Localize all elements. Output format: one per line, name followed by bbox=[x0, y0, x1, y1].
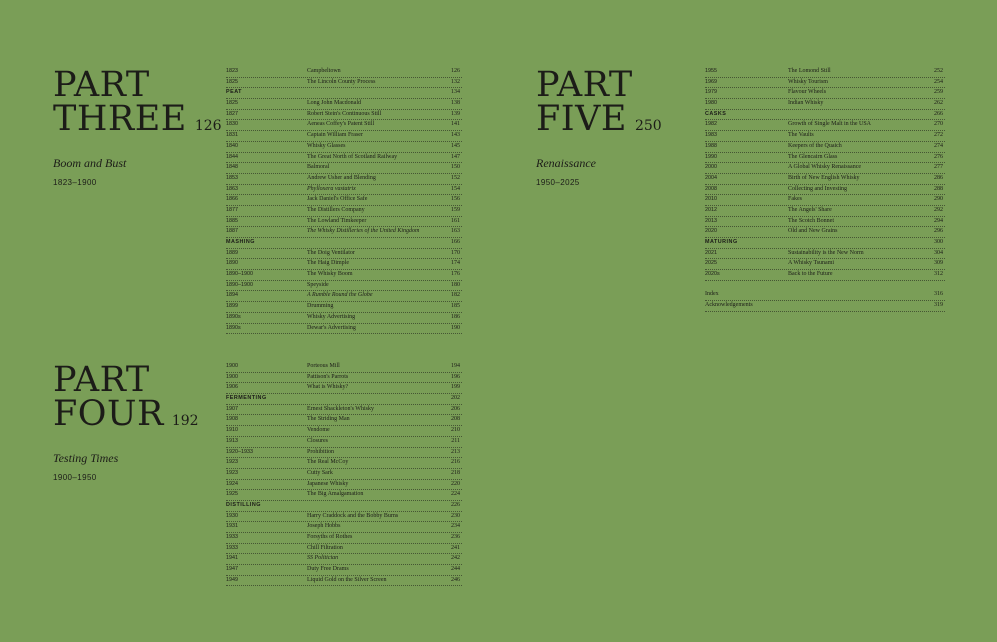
toc-entry-row bbox=[226, 383, 462, 394]
entry-title: Growth of Single Malt in the USA bbox=[788, 121, 871, 128]
back-matter-page: 316 bbox=[934, 291, 943, 298]
entry-page: 270 bbox=[934, 121, 943, 128]
toc-entry-row bbox=[226, 259, 462, 270]
toc-entry-row bbox=[705, 206, 945, 217]
entry-page: 211 bbox=[451, 437, 460, 444]
entry-year: 1990 bbox=[705, 153, 717, 160]
entry-title: The Whisky Boom bbox=[307, 271, 353, 278]
toc-entry-row bbox=[705, 174, 945, 185]
entry-year: 1910 bbox=[226, 427, 238, 434]
entry-title: The Angels' Share bbox=[788, 206, 832, 213]
entry-page: 252 bbox=[934, 68, 943, 74]
entry-year: 1900 bbox=[226, 373, 238, 380]
entry-title: Drumming bbox=[307, 303, 334, 310]
entry-year: 1924 bbox=[226, 480, 238, 487]
toc-entry-row bbox=[226, 67, 462, 78]
entry-page: 126 bbox=[451, 68, 460, 74]
toc-section-row bbox=[226, 394, 462, 405]
entry-title: Dewar's Advertising bbox=[307, 324, 356, 331]
entry-title: The Lincoln County Process bbox=[307, 78, 376, 85]
entry-title: Flavour Wheels bbox=[788, 89, 827, 96]
toc-entry-row bbox=[226, 270, 462, 281]
toc-entry-row bbox=[226, 373, 462, 384]
entry-year: 1969 bbox=[705, 78, 717, 85]
part-label: PART bbox=[53, 360, 150, 400]
entry-title: Pattison's Parrots bbox=[307, 373, 349, 380]
entry-page: 156 bbox=[451, 196, 460, 203]
entry-page: 300 bbox=[934, 239, 943, 245]
entry-year: 1933 bbox=[226, 534, 238, 540]
entry-page: 276 bbox=[934, 153, 943, 160]
entry-title: Forsyths of Rothes bbox=[307, 534, 353, 540]
entry-year: 1877 bbox=[226, 206, 238, 213]
entry-title: Long John Macdonald bbox=[307, 100, 361, 107]
toc-entry-row bbox=[226, 153, 462, 164]
toc-entry-row bbox=[705, 78, 945, 89]
entry-page: 312 bbox=[934, 271, 943, 278]
entry-page: 210 bbox=[451, 427, 460, 434]
entry-page: 174 bbox=[451, 260, 460, 267]
entry-page: 145 bbox=[451, 142, 460, 149]
back-matter-title: Index bbox=[705, 291, 719, 298]
entry-page: 185 bbox=[451, 303, 460, 310]
entry-year: 2020s bbox=[705, 271, 720, 278]
entry-page: 236 bbox=[451, 534, 460, 540]
toc-entry-row bbox=[705, 88, 945, 99]
entry-title: A Whisky Tsunami bbox=[788, 260, 835, 267]
toc-section-row bbox=[226, 501, 462, 512]
entry-year: 1941 bbox=[226, 555, 238, 562]
entry-page: 230 bbox=[451, 512, 460, 519]
toc-part-three bbox=[226, 67, 462, 334]
entry-title: What is Whisky? bbox=[307, 384, 349, 391]
entry-title: Indian Whisky bbox=[788, 100, 824, 107]
toc-entry-row bbox=[226, 120, 462, 131]
toc-entry-row bbox=[226, 448, 462, 459]
entry-year: 1979 bbox=[705, 89, 717, 96]
entry-title: Harry Craddock and the Bobby Burns bbox=[307, 512, 399, 519]
entry-year: 1988 bbox=[705, 142, 717, 149]
entry-title: Cutty Sark bbox=[307, 469, 333, 476]
toc-entry-row bbox=[226, 78, 462, 89]
entry-title: Back to the Future bbox=[788, 271, 833, 278]
part-years: 1950–2025 bbox=[536, 178, 580, 187]
entry-year: 1827 bbox=[226, 110, 238, 117]
toc-section-row bbox=[226, 238, 462, 249]
toc-entry-row bbox=[226, 362, 462, 373]
toc-entry-row bbox=[705, 120, 945, 131]
entry-title: Vendome bbox=[307, 427, 330, 434]
entry-title: The Lowland Timkeeper bbox=[307, 217, 367, 224]
entry-year: 1887 bbox=[226, 228, 238, 235]
entry-page: 154 bbox=[451, 185, 460, 192]
entry-page: 304 bbox=[934, 249, 943, 256]
toc-entry-row bbox=[226, 206, 462, 217]
part-start-page: 250 bbox=[634, 118, 662, 134]
entry-year: 1908 bbox=[226, 416, 238, 423]
entry-page: 170 bbox=[451, 249, 460, 256]
entry-title: Phylloxera vastatrix bbox=[307, 185, 356, 192]
entry-page: 143 bbox=[451, 132, 460, 139]
entry-page: 190 bbox=[451, 324, 460, 331]
entry-page: 194 bbox=[451, 363, 460, 369]
entry-page: 182 bbox=[451, 292, 460, 299]
part-number-word: FIVE bbox=[536, 99, 627, 139]
entry-title: Liquid Gold on the Silver Screen bbox=[307, 576, 387, 583]
entry-year: 2000 bbox=[705, 164, 717, 171]
entry-page: 141 bbox=[451, 121, 460, 128]
entry-page: 242 bbox=[451, 555, 460, 562]
toc-entry-row bbox=[705, 185, 945, 196]
entry-title: Whisky Glasses bbox=[307, 142, 346, 149]
entry-title: The Distillers Company bbox=[307, 206, 365, 213]
entry-year: 1866 bbox=[226, 196, 238, 203]
entry-page: 234 bbox=[451, 523, 460, 530]
entry-page: 272 bbox=[934, 132, 943, 139]
entry-title: Collecting and Investing bbox=[788, 185, 847, 192]
entry-page: 202 bbox=[451, 395, 460, 402]
entry-title: Duty Free Drams bbox=[307, 566, 349, 573]
entry-page: 208 bbox=[451, 416, 460, 423]
toc-section-row bbox=[705, 238, 945, 249]
toc-entry-row bbox=[226, 313, 462, 324]
entry-page: 132 bbox=[451, 78, 460, 85]
entry-title: Japanese Whisky bbox=[307, 480, 349, 487]
section-label: DISTILLING bbox=[226, 501, 261, 508]
entry-year: 1925 bbox=[226, 491, 238, 498]
entry-year: 1889 bbox=[226, 249, 238, 256]
entry-page: 176 bbox=[451, 271, 460, 278]
entry-year: 1923 bbox=[226, 459, 238, 466]
toc-entry-row bbox=[226, 163, 462, 174]
part-years: 1823–1900 bbox=[53, 178, 97, 187]
entry-title: Closures bbox=[307, 437, 328, 444]
toc-entry-row bbox=[705, 142, 945, 153]
entry-page: 150 bbox=[451, 164, 460, 171]
entry-page: 206 bbox=[451, 405, 460, 412]
toc-entry-row bbox=[226, 512, 462, 523]
back-matter-page: 319 bbox=[934, 302, 943, 309]
toc-entry-row bbox=[226, 544, 462, 555]
entry-page: 186 bbox=[451, 313, 460, 320]
entry-title: The Doig Ventilator bbox=[307, 249, 355, 256]
toc-part-four bbox=[226, 362, 462, 586]
entry-year: 1982 bbox=[705, 121, 717, 128]
entry-page: 163 bbox=[451, 228, 460, 235]
entry-title: Aeneas Coffey's Patent Still bbox=[307, 121, 375, 128]
toc-entry-row bbox=[226, 185, 462, 196]
entry-page: 199 bbox=[451, 384, 460, 391]
entry-page: 246 bbox=[451, 576, 460, 583]
toc-entry-row bbox=[226, 522, 462, 533]
entry-title: Campbeltown bbox=[307, 68, 341, 74]
toc-entry-row bbox=[226, 195, 462, 206]
part-subtitle: Boom and Bust bbox=[53, 156, 127, 170]
entry-year: 1930 bbox=[226, 512, 238, 519]
entry-year: 1890–1900 bbox=[226, 271, 253, 278]
entry-title: SS Politician bbox=[307, 555, 339, 562]
entry-page: 159 bbox=[451, 206, 460, 213]
entry-title: The Real McCoy bbox=[307, 459, 349, 466]
entry-year: 1830 bbox=[226, 121, 238, 128]
entry-year: 1913 bbox=[226, 437, 238, 444]
toc-entry-row bbox=[705, 99, 945, 110]
toc-entry-row bbox=[226, 480, 462, 491]
entry-page: 294 bbox=[934, 217, 943, 224]
entry-year: 1890 bbox=[226, 260, 238, 267]
entry-year: 2010 bbox=[705, 196, 717, 203]
entry-title: Old and New Grains bbox=[788, 228, 838, 235]
toc-entry-row bbox=[226, 324, 462, 335]
part-three-heading bbox=[53, 65, 228, 187]
toc-entry-row bbox=[705, 195, 945, 206]
entry-year: 1863 bbox=[226, 185, 238, 192]
entry-page: 262 bbox=[934, 100, 943, 107]
entry-page: 259 bbox=[934, 89, 943, 96]
entry-title: Balmoral bbox=[307, 164, 330, 171]
entry-title: Jack Daniel's Office Safe bbox=[307, 196, 368, 203]
entry-page: 286 bbox=[934, 174, 943, 181]
entry-title: A Global Whisky Renaissance bbox=[788, 164, 862, 171]
part-label: PART bbox=[536, 65, 633, 105]
toc-spacer bbox=[705, 281, 945, 291]
entry-year: 1949 bbox=[226, 576, 238, 583]
entry-title: The Haig Dimple bbox=[307, 260, 349, 267]
entry-year: 1840 bbox=[226, 142, 238, 149]
toc-entry-row bbox=[705, 217, 945, 228]
entry-page: 226 bbox=[451, 501, 460, 508]
entry-title: Sustainability is the New Norm bbox=[788, 249, 864, 256]
toc-entry-row bbox=[226, 554, 462, 565]
section-label: MASHING bbox=[226, 239, 255, 245]
entry-year: 1923 bbox=[226, 469, 238, 476]
entry-year: 1844 bbox=[226, 153, 238, 160]
entry-page: 266 bbox=[934, 110, 943, 117]
toc-entry-row bbox=[226, 565, 462, 576]
entry-year: 1906 bbox=[226, 384, 238, 391]
toc-section-row bbox=[226, 88, 462, 99]
entry-year: 2020 bbox=[705, 228, 717, 235]
entry-page: 166 bbox=[451, 239, 460, 245]
toc-entry-row bbox=[226, 131, 462, 142]
toc-entry-row bbox=[705, 153, 945, 164]
entry-page: 296 bbox=[934, 228, 943, 235]
entry-year: 1823 bbox=[226, 68, 238, 74]
entry-page: 244 bbox=[451, 566, 460, 573]
toc-entry-row bbox=[226, 302, 462, 313]
entry-title: Andrew Usher and Blending bbox=[307, 174, 376, 181]
toc-entry-row bbox=[705, 163, 945, 174]
toc-entry-row bbox=[226, 174, 462, 185]
entry-title: Prohibition bbox=[307, 448, 335, 455]
entry-page: 196 bbox=[451, 373, 460, 380]
entry-page: 254 bbox=[934, 78, 943, 85]
back-matter-title: Acknowledgements bbox=[705, 302, 753, 309]
toc-entry-row bbox=[226, 469, 462, 480]
toc-section-row bbox=[705, 110, 945, 121]
entry-year: 2013 bbox=[705, 217, 717, 224]
entry-title: Joseph Hobbs bbox=[307, 523, 341, 530]
entry-title: Fakes bbox=[788, 196, 802, 203]
part-subtitle: Testing Times bbox=[53, 451, 119, 465]
entry-page: 180 bbox=[451, 281, 460, 288]
entry-page: 224 bbox=[451, 491, 460, 498]
part-number-word: FOUR bbox=[53, 394, 164, 434]
entry-page: 138 bbox=[451, 100, 460, 107]
entry-year: 1885 bbox=[226, 217, 238, 224]
part-years: 1900–1950 bbox=[53, 473, 97, 482]
entry-title: Whisky Tourism bbox=[788, 78, 828, 85]
part-subtitle: Renaissance bbox=[536, 156, 596, 170]
entry-title: Chill Filtration bbox=[307, 544, 343, 551]
entry-title: The Scotch Bonnet bbox=[788, 217, 834, 224]
entry-title: Keepers of the Quaich bbox=[788, 142, 842, 149]
entry-year: 2025 bbox=[705, 260, 717, 267]
toc-entry-row bbox=[226, 458, 462, 469]
entry-title: The Lomond Still bbox=[788, 68, 831, 74]
toc-entry-row bbox=[226, 426, 462, 437]
toc-entry-row bbox=[226, 533, 462, 544]
toc-entry-row bbox=[226, 576, 462, 587]
toc-entry-row bbox=[705, 131, 945, 142]
entry-year: 1980 bbox=[705, 100, 717, 107]
entry-title: Robert Stein's Continuous Still bbox=[307, 110, 382, 117]
entry-page: 290 bbox=[934, 196, 943, 203]
part-start-page: 192 bbox=[171, 413, 199, 429]
entry-page: 134 bbox=[451, 89, 460, 96]
entry-title: The Whisky Distilleries of the United Kingdom bbox=[307, 228, 420, 235]
entry-page: 277 bbox=[934, 164, 943, 171]
entry-year: 1825 bbox=[226, 100, 238, 107]
toc-entry-row bbox=[226, 415, 462, 426]
entry-page: 147 bbox=[451, 153, 460, 160]
entry-page: 288 bbox=[934, 185, 943, 192]
entry-page: 139 bbox=[451, 110, 460, 117]
toc-entry-row bbox=[226, 281, 462, 292]
toc-entry-row bbox=[705, 227, 945, 238]
entry-year: 1907 bbox=[226, 405, 238, 412]
entry-page: 213 bbox=[451, 448, 460, 455]
part-label: PART bbox=[53, 65, 150, 105]
back-matter-row bbox=[705, 301, 945, 312]
entry-title: Speyside bbox=[307, 281, 329, 288]
entry-title: Ernest Shackleton's Whisky bbox=[307, 405, 374, 412]
entry-title: The Great North of Scotland Railway bbox=[307, 153, 398, 160]
entry-year: 2021 bbox=[705, 249, 717, 256]
entry-year: 2008 bbox=[705, 185, 717, 192]
entry-page: 216 bbox=[451, 459, 460, 466]
entry-year: 1890s bbox=[226, 313, 241, 320]
entry-year: 1894 bbox=[226, 292, 238, 299]
toc-part-five bbox=[705, 67, 945, 312]
toc-entry-row bbox=[226, 437, 462, 448]
entry-year: 1890s bbox=[226, 324, 241, 331]
toc-entry-row bbox=[226, 142, 462, 153]
entry-page: 152 bbox=[451, 174, 460, 181]
part-four-heading bbox=[53, 360, 228, 482]
entry-page: 292 bbox=[934, 206, 943, 213]
entry-year: 1955 bbox=[705, 68, 717, 74]
toc-entry-row bbox=[226, 249, 462, 260]
part-number-word: THREE bbox=[53, 99, 187, 139]
toc-entry-row bbox=[705, 259, 945, 270]
entry-title: Whisky Advertising bbox=[307, 313, 356, 320]
entry-title: A Rumble Round the Globe bbox=[307, 292, 373, 299]
entry-title: Captain William Fraser bbox=[307, 132, 363, 139]
part-start-page: 126 bbox=[194, 118, 222, 134]
toc-entry-row bbox=[226, 490, 462, 501]
toc-entry-row bbox=[226, 217, 462, 228]
back-matter-row bbox=[705, 290, 945, 301]
entry-year: 1920–1933 bbox=[226, 448, 253, 455]
entry-year: 1983 bbox=[705, 132, 717, 139]
entry-page: 220 bbox=[451, 480, 460, 487]
entry-year: 1931 bbox=[226, 523, 238, 530]
toc-entry-row bbox=[705, 249, 945, 260]
toc-entry-row bbox=[705, 270, 945, 281]
toc-entry-row bbox=[226, 291, 462, 302]
entry-year: 1848 bbox=[226, 164, 238, 171]
entry-title: The Striding Man bbox=[307, 416, 350, 423]
toc-entry-row bbox=[705, 67, 945, 78]
entry-page: 218 bbox=[451, 469, 460, 476]
toc-entry-row bbox=[226, 99, 462, 110]
entry-year: 2004 bbox=[705, 174, 717, 181]
entry-year: 1899 bbox=[226, 303, 238, 310]
entry-title: Porteous Mill bbox=[307, 363, 340, 369]
entry-year: 2012 bbox=[705, 206, 717, 213]
entry-year: 1831 bbox=[226, 132, 238, 139]
section-label: FERMENTING bbox=[226, 395, 267, 402]
entry-page: 161 bbox=[451, 217, 460, 224]
section-label: CASKS bbox=[705, 110, 727, 117]
entry-title: The Big Amalgamation bbox=[307, 491, 364, 498]
part-five-heading bbox=[536, 65, 711, 187]
entry-title: The Glencairn Glass bbox=[788, 153, 838, 160]
entry-year: 1825 bbox=[226, 78, 238, 85]
section-label: PEAT bbox=[226, 89, 242, 96]
entry-page: 274 bbox=[934, 142, 943, 149]
toc-entry-row bbox=[226, 227, 462, 238]
entry-year: 1900 bbox=[226, 363, 238, 369]
section-label: MATURING bbox=[705, 239, 738, 245]
entry-year: 1890–1900 bbox=[226, 281, 253, 288]
entry-page: 241 bbox=[451, 544, 460, 551]
entry-year: 1853 bbox=[226, 174, 238, 181]
entry-year: 1947 bbox=[226, 566, 238, 573]
entry-title: Birth of New English Whisky bbox=[788, 174, 860, 181]
entry-title: The Vaults bbox=[788, 132, 814, 139]
entry-year: 1933 bbox=[226, 544, 238, 551]
toc-entry-row bbox=[226, 405, 462, 416]
entry-page: 309 bbox=[934, 260, 943, 267]
toc-entry-row bbox=[226, 110, 462, 121]
